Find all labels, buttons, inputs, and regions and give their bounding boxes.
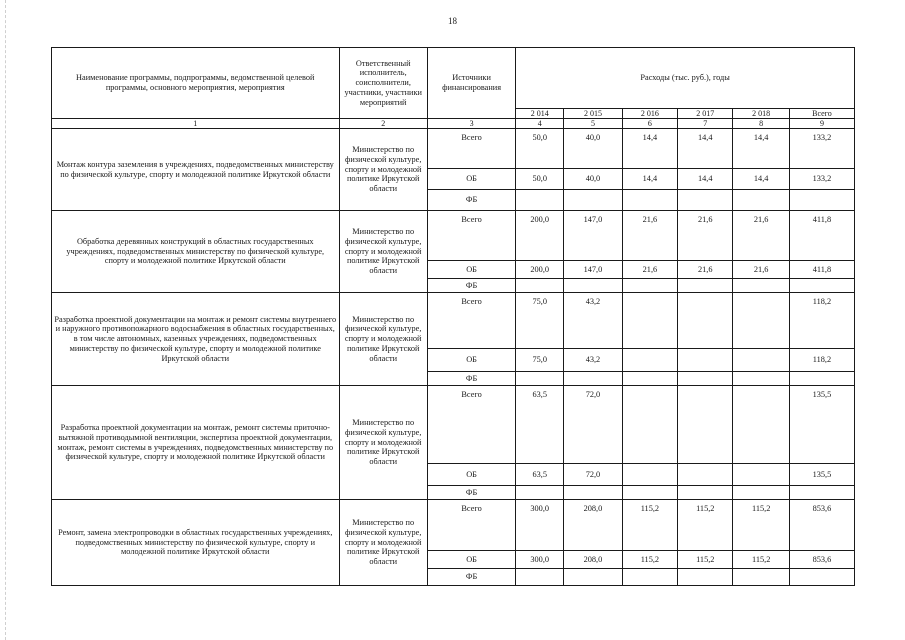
header-executor: Ответственный исполнитель, соисполнители, участники, участники мероприятий: [339, 48, 427, 119]
expense-value: 21,6: [733, 211, 789, 261]
table-row: [52, 129, 855, 169]
expense-value: [516, 279, 564, 293]
expense-value: [516, 372, 564, 386]
column-index-6: 6: [622, 119, 677, 129]
page-edge-line: [5, 0, 7, 640]
expense-value: [678, 372, 733, 386]
column-index-9: 9: [789, 119, 854, 129]
expense-value: 14,4: [678, 169, 733, 190]
expense-value: [733, 464, 789, 486]
expense-value: 50,0: [516, 129, 564, 169]
table-row: [52, 386, 855, 464]
expense-value: 118,2: [789, 293, 854, 349]
expense-value: [678, 293, 733, 349]
expense-value: 14,4: [622, 169, 677, 190]
funding-source: ФБ: [427, 569, 515, 586]
activity-executor: Министерство по физической культуре, спорту и молодежной политике Иркутской области: [339, 386, 427, 500]
activity-name: Разработка проектной документации на монтаж, ремонт системы приточно-вытяжной противодымной вентиляции, экспертиза проектной документации, монтаж, ремонт системы в учреждениях, подведомственных министерству по физической культуре, спорту и молодежной политике Иркутской области: [52, 386, 340, 500]
expense-value: [622, 486, 677, 500]
expense-value: 115,2: [733, 551, 789, 569]
funding-source: ОБ: [427, 169, 515, 190]
expense-value: [678, 464, 733, 486]
expense-value: 50,0: [516, 169, 564, 190]
expense-value: 118,2: [789, 349, 854, 372]
expense-value: 14,4: [622, 129, 677, 169]
header-year-2: 2 016: [622, 109, 677, 119]
expense-value: 63,5: [516, 464, 564, 486]
budget-table: [51, 47, 855, 586]
funding-source: ФБ: [427, 190, 515, 211]
header-year-5: Всего: [789, 109, 854, 119]
expense-value: [678, 569, 733, 586]
expense-value: 135,5: [789, 386, 854, 464]
expense-value: 135,5: [789, 464, 854, 486]
expense-value: 411,8: [789, 261, 854, 279]
expense-value: [622, 293, 677, 349]
expense-value: [622, 386, 677, 464]
expense-value: 115,2: [733, 500, 789, 551]
expense-value: [789, 190, 854, 211]
funding-source: Всего: [427, 500, 515, 551]
expense-value: 147,0: [564, 211, 623, 261]
expense-value: 21,6: [678, 211, 733, 261]
expense-value: [678, 486, 733, 500]
expense-value: [678, 190, 733, 211]
expense-value: 43,2: [564, 349, 623, 372]
expense-value: 133,2: [789, 169, 854, 190]
column-index-7: 7: [678, 119, 733, 129]
column-index-1: 1: [52, 119, 340, 129]
expense-value: 147,0: [564, 261, 623, 279]
table-row: [52, 500, 855, 551]
expense-value: [622, 464, 677, 486]
expense-value: 208,0: [564, 551, 623, 569]
funding-source: Всего: [427, 211, 515, 261]
expense-value: 14,4: [733, 129, 789, 169]
expense-value: 63,5: [516, 386, 564, 464]
activity-name: Монтаж контура заземления в учреждениях, подведомственных министерству по физической культуре, спорту и молодежной политике Иркутской области: [52, 129, 340, 211]
expense-value: 40,0: [564, 129, 623, 169]
expense-value: 853,6: [789, 551, 854, 569]
expense-value: 300,0: [516, 551, 564, 569]
funding-source: ОБ: [427, 551, 515, 569]
expense-value: [622, 372, 677, 386]
expense-value: 115,2: [678, 551, 733, 569]
expense-value: 200,0: [516, 261, 564, 279]
expense-value: 72,0: [564, 464, 623, 486]
expense-value: [789, 372, 854, 386]
funding-source: ОБ: [427, 261, 515, 279]
column-index-2: 2: [339, 119, 427, 129]
expense-value: [564, 190, 623, 211]
expense-value: 75,0: [516, 349, 564, 372]
expense-value: [733, 349, 789, 372]
funding-source: ФБ: [427, 279, 515, 293]
funding-source: ОБ: [427, 349, 515, 372]
column-index-5: 5: [564, 119, 623, 129]
funding-source: Всего: [427, 293, 515, 349]
expense-value: [678, 386, 733, 464]
expense-value: 115,2: [678, 500, 733, 551]
expense-value: [789, 486, 854, 500]
funding-source: Всего: [427, 129, 515, 169]
activity-name: Ремонт, замена электропроводки в областных государственных учреждениях, подведомственных министерству по физической культуре, спорту и молодежной политике Иркутской области: [52, 500, 340, 586]
funding-source: Всего: [427, 386, 515, 464]
expense-value: 40,0: [564, 169, 623, 190]
expense-value: [516, 569, 564, 586]
expense-value: 21,6: [622, 261, 677, 279]
expense-value: [516, 190, 564, 211]
expense-value: [789, 279, 854, 293]
expense-value: 43,2: [564, 293, 623, 349]
expense-value: 208,0: [564, 500, 623, 551]
expense-value: 115,2: [622, 551, 677, 569]
expense-value: [733, 190, 789, 211]
expense-value: [733, 372, 789, 386]
expense-value: [678, 349, 733, 372]
header-expenses: Расходы (тыс. руб.), годы: [516, 48, 855, 109]
column-index-3: 3: [427, 119, 515, 129]
expense-value: [678, 279, 733, 293]
header-sources: Источники финансирования: [427, 48, 515, 119]
expense-value: [564, 486, 623, 500]
expense-value: 21,6: [733, 261, 789, 279]
expense-value: 115,2: [622, 500, 677, 551]
funding-source: ОБ: [427, 464, 515, 486]
activity-name: Обработка деревянных конструкций в областных государственных учреждениях, подведомственных министерству по физической культуре, спорту и молодежной политике Иркутской области: [52, 211, 340, 293]
expense-value: 75,0: [516, 293, 564, 349]
expense-value: [622, 569, 677, 586]
activity-executor: Министерство по физической культуре, спорту и молодежной политике Иркутской области: [339, 293, 427, 386]
column-index-8: 8: [733, 119, 789, 129]
expense-value: 21,6: [678, 261, 733, 279]
expense-value: [733, 486, 789, 500]
expense-value: 300,0: [516, 500, 564, 551]
expense-value: 21,6: [622, 211, 677, 261]
funding-source: ФБ: [427, 372, 515, 386]
funding-source: ФБ: [427, 486, 515, 500]
page-number: 18: [448, 16, 457, 26]
expense-value: [622, 190, 677, 211]
expense-value: [789, 569, 854, 586]
activity-executor: Министерство по физической культуре, спорту и молодежной политике Иркутской области: [339, 500, 427, 586]
expense-value: [516, 486, 564, 500]
activity-executor: Министерство по физической культуре, спорту и молодежной политике Иркутской области: [339, 211, 427, 293]
expense-value: 411,8: [789, 211, 854, 261]
expense-value: [622, 349, 677, 372]
expense-value: [733, 569, 789, 586]
header-year-3: 2 017: [678, 109, 733, 119]
expense-value: 133,2: [789, 129, 854, 169]
table-row: [52, 211, 855, 261]
expense-value: 200,0: [516, 211, 564, 261]
table-row: [52, 293, 855, 349]
expense-value: 853,6: [789, 500, 854, 551]
activity-name: Разработка проектной документации на монтаж и ремонт системы внутреннего и наружного противопожарного водоснабжения в областных государственных, в том числе автономных, казенных учреждениях, подведомственных министерству по физической культуре, спорту и молодежной политике Иркутской области: [52, 293, 340, 386]
expense-value: [733, 386, 789, 464]
header-year-1: 2 015: [564, 109, 623, 119]
expense-value: [733, 279, 789, 293]
expense-value: [733, 293, 789, 349]
expense-value: [564, 372, 623, 386]
column-index-4: 4: [516, 119, 564, 129]
expense-value: [622, 279, 677, 293]
header-year-4: 2 018: [733, 109, 789, 119]
expense-value: [564, 569, 623, 586]
expense-value: 14,4: [733, 169, 789, 190]
expense-value: 14,4: [678, 129, 733, 169]
header-year-0: 2 014: [516, 109, 564, 119]
activity-executor: Министерство по физической культуре, спорту и молодежной политике Иркутской области: [339, 129, 427, 211]
expense-value: 72,0: [564, 386, 623, 464]
expense-value: [564, 279, 623, 293]
header-name: Наименование программы, подпрограммы, ведомственной целевой программы, основного мероприятия, мероприятия: [52, 48, 340, 119]
